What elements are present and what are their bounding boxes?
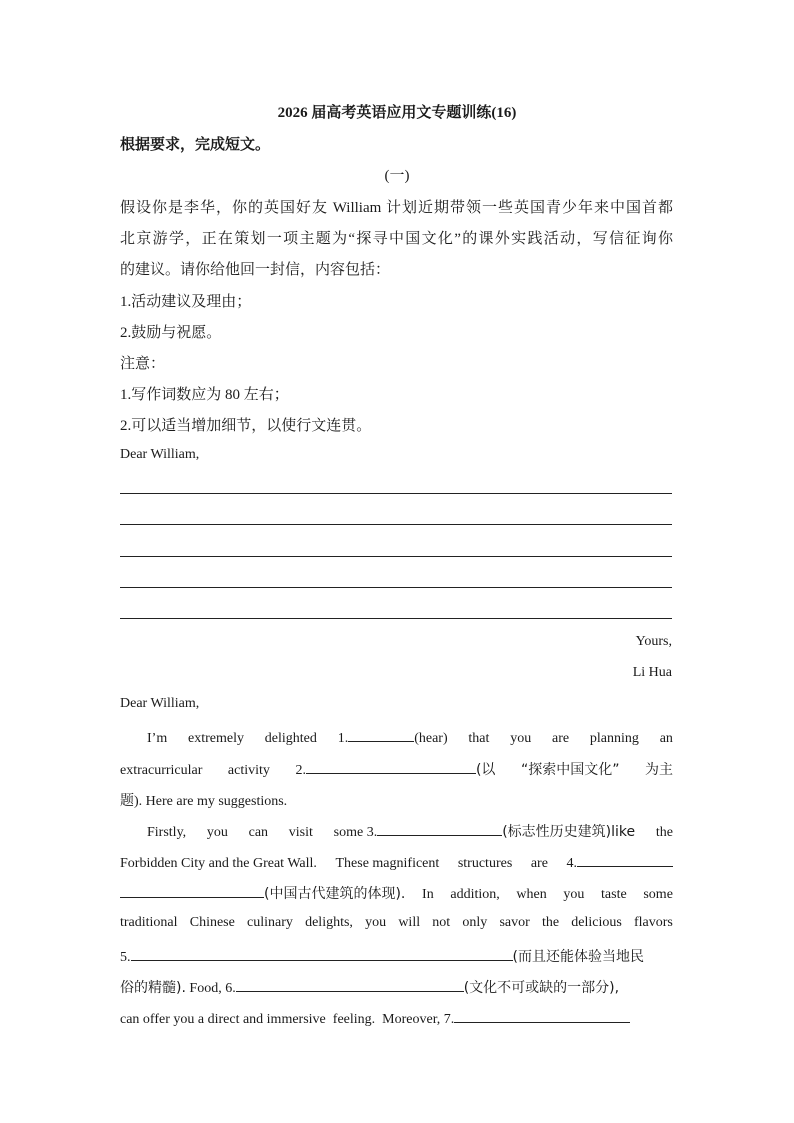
text: taste xyxy=(601,887,627,902)
answer-blank-4-continued[interactable] xyxy=(120,883,264,898)
blank-number: 4. xyxy=(566,856,577,871)
text: are xyxy=(552,731,570,746)
text: will xyxy=(398,915,421,930)
note-1: 1.写作词数应为 80 左右； xyxy=(120,387,289,403)
section-number: (一) xyxy=(384,168,410,184)
blank-2-group xyxy=(295,759,495,779)
model-greeting: Dear William, xyxy=(120,696,200,711)
answer-blank-6[interactable] xyxy=(236,977,464,992)
answer-blank-2[interactable] xyxy=(306,759,476,774)
text: delights, xyxy=(305,915,353,930)
text: only xyxy=(462,915,488,930)
text: some xyxy=(333,825,364,840)
writing-line[interactable] xyxy=(120,556,672,557)
text: Forbidden City and the Great Wall. xyxy=(120,856,317,871)
text: can offer you a direct and immersive xyxy=(120,1012,326,1027)
text: extremely xyxy=(188,731,244,746)
blank-4-group xyxy=(567,852,674,872)
model-line-7 xyxy=(120,915,673,931)
prompt-line-2: 北京游学，正在策划一项主题为“探寻中国文化”的课外实践活动，写信征询你 xyxy=(120,231,673,247)
instruction: 根据要求，完成短文。 xyxy=(120,137,271,153)
text: Firstly, xyxy=(147,825,187,840)
letter-signature: Li Hua xyxy=(632,665,672,680)
text: the xyxy=(541,915,560,930)
model-line-6 xyxy=(120,883,673,903)
hint: (hear) xyxy=(414,731,448,746)
text: Chinese xyxy=(189,915,235,930)
text: not xyxy=(432,915,451,930)
blank-number: 1. xyxy=(337,731,349,746)
text: culinary xyxy=(247,915,293,930)
text: feeling. xyxy=(332,1012,376,1027)
model-line-1 xyxy=(147,727,673,747)
blank-number: Moreover, 7. xyxy=(382,1012,455,1027)
answer-blank-7[interactable] xyxy=(454,1008,630,1023)
writing-line[interactable] xyxy=(120,587,672,588)
answer-blank-5[interactable] xyxy=(131,946,513,961)
prompt-point-2: 2.鼓励与祝愿。 xyxy=(120,325,222,341)
text: activity xyxy=(227,763,270,778)
writing-line[interactable] xyxy=(120,618,672,619)
prompt-line-3: 的建议。请你给他回一封信，内容包括： xyxy=(120,262,391,278)
text: visit xyxy=(288,825,313,840)
answer-blank-1[interactable] xyxy=(348,727,414,742)
hint: (而且还能体验当地民 xyxy=(512,949,644,965)
hint: 俗的精髓). xyxy=(120,980,186,996)
model-line-3: 题). Here are my suggestions. xyxy=(120,794,288,809)
model-line-4 xyxy=(147,821,673,841)
model-line-9 xyxy=(120,977,673,997)
text: can xyxy=(248,825,269,840)
text: traditional xyxy=(120,915,178,930)
text: you xyxy=(510,731,532,746)
text: delicious xyxy=(571,915,622,930)
text: These magnificent xyxy=(335,856,440,871)
answer-blank-3[interactable] xyxy=(377,821,502,836)
text: some xyxy=(643,887,673,902)
hint: (文化不可或缺的一部分), xyxy=(463,980,620,996)
text: savor xyxy=(499,915,530,930)
text: addition, xyxy=(450,887,500,902)
writing-line[interactable] xyxy=(120,524,672,525)
prompt-point-1: 1.活动建议及理由； xyxy=(120,294,252,310)
text: I’m xyxy=(147,731,168,746)
writing-line[interactable] xyxy=(120,493,672,494)
text: delighted xyxy=(264,731,317,746)
text: an xyxy=(659,731,673,746)
text: when xyxy=(516,887,547,902)
text: that xyxy=(468,731,490,746)
text: In xyxy=(422,887,434,902)
blank-4-cont xyxy=(120,883,405,903)
hint: (中国古代建筑的体现). xyxy=(264,886,406,902)
text: are xyxy=(530,856,548,871)
letter-closing: Yours, xyxy=(635,634,672,649)
model-line-10 xyxy=(120,1008,673,1028)
hint: 为主 xyxy=(645,762,673,778)
blank-number: 3. xyxy=(366,825,378,840)
answer-blank-4[interactable] xyxy=(577,852,673,867)
text: the xyxy=(655,825,673,840)
blank-3-group xyxy=(334,821,636,841)
blank-number: 2. xyxy=(295,763,306,778)
model-line-5 xyxy=(120,852,673,872)
text: you xyxy=(206,825,228,840)
blank-number: Food, 6. xyxy=(189,981,236,996)
hint: (标志性历史建筑)like xyxy=(502,824,636,840)
text: you xyxy=(365,915,387,930)
hint: (以 xyxy=(475,762,496,778)
prompt-line-1: 假设你是李华，你的英国好友 William 计划近期带领一些英国青少年来中国首都 xyxy=(120,200,673,216)
hint: “探索中国文化” xyxy=(520,762,620,778)
note-label: 注意： xyxy=(120,356,166,372)
blank-number: 5. xyxy=(120,950,131,965)
blank-1-group xyxy=(338,727,448,747)
text: planning xyxy=(589,731,639,746)
page-title: 2026 届高考英语应用文专题训练(16) xyxy=(277,105,517,121)
text: you xyxy=(563,887,585,902)
text: extracurricular xyxy=(120,763,203,778)
letter-greeting: Dear William, xyxy=(120,447,200,462)
model-line-8 xyxy=(120,946,673,966)
model-line-2 xyxy=(120,759,673,779)
text: flavors xyxy=(633,915,673,930)
text: structures xyxy=(457,856,513,871)
note-2: 2.可以适当增加细节，以使行文连贯。 xyxy=(120,418,372,434)
